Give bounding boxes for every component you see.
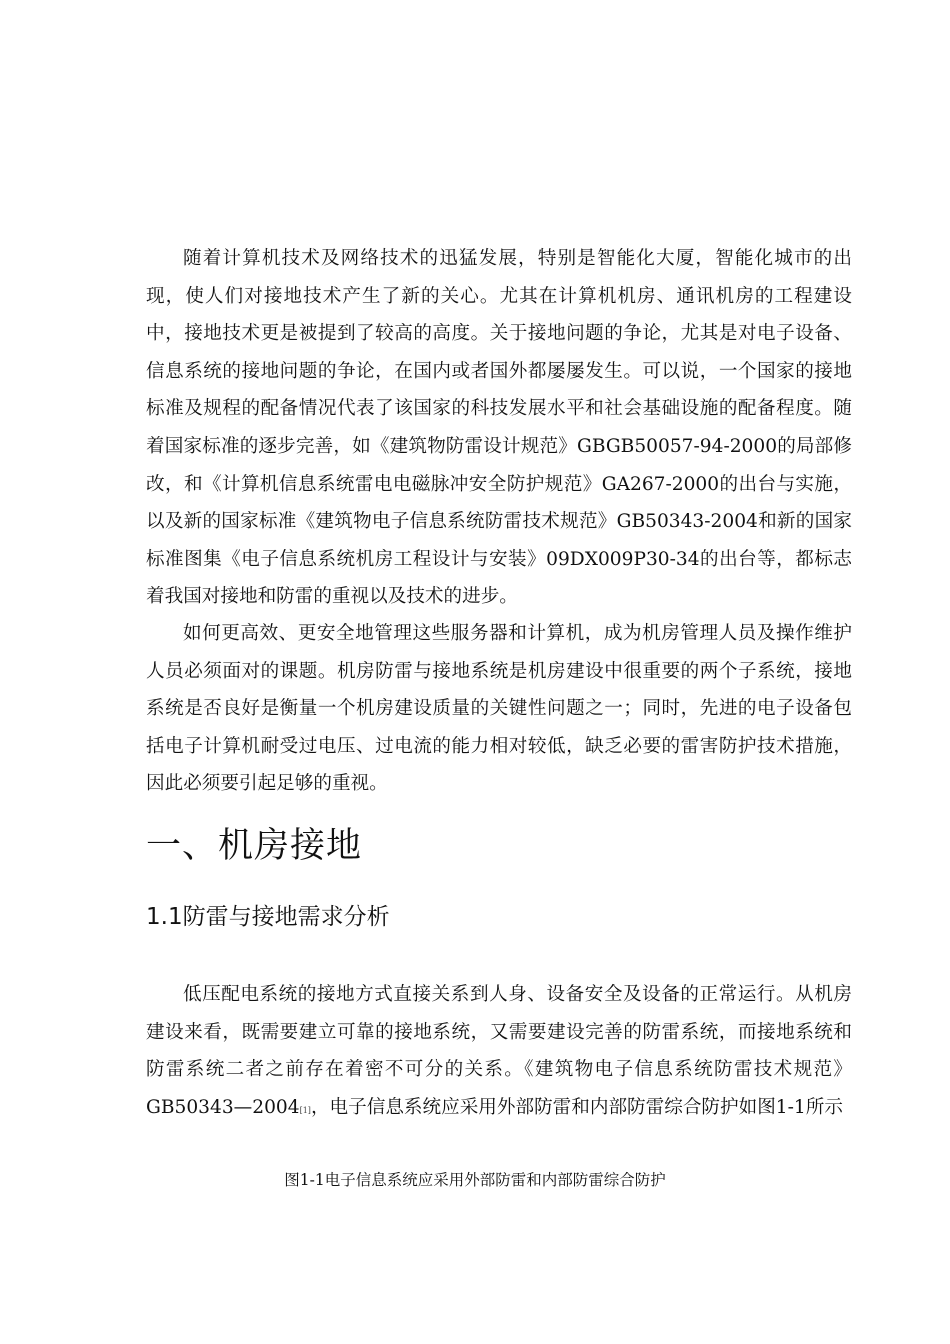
requirements-paragraph [146, 976, 852, 1129]
figure-caption: 图1-1电子信息系统应采用外部防雷和内部防雷综合防护 [284, 1171, 666, 1189]
requirements-text-end: ，电子信息系统应采用外部防雷和内部防雷综合防护如图1-1所示 [310, 1096, 843, 1118]
section-heading: 一、机房接地 [146, 826, 363, 866]
reference-marker[interactable]: [1] [299, 1105, 311, 1115]
intro-paragraph: 随着计算机技术及网络技术的迅猛发展，特别是智能化大厦，智能化城市的出现，使人们对接地技术产生了新的关心。尤其在计算机机房、通讯机房的工程建设中，接地技术更是被提到了较高的高度。关于接地问题的争论，尤其是对电子设备、信息系统的接地问题的争论，在国内或者国外都屡屡发生。可以说，一个国家的接地标准及规程的配备情况代表了该国家的科技发展水平和社会基础设施的配备程度。随着国家标准的逐步完善，如《建筑物防雷设计规范》GBGB50057-94-2000的局部修改，和《计算机信息系统雷电电磁脉冲安全防护规范》GA267-2000的出台与实施，以及新的国家标准《建筑物电子信息系统防雷技术规范》GB50343-2004和新的国家标准图集《电子信息系统机房工程设计与安装》09DX009P30-34的出台等，都标志着我国对接地和防雷的重视以及技术的进步。 [146, 248, 852, 608]
subsection-heading: 1.1防雷与接地需求分析 [146, 904, 390, 930]
management-paragraph: 如何更高效、更安全地管理这些服务器和计算机，成为机房管理人员及操作维护人员必须面对的课题。机房防雷与接地系统是机房建设中很重要的两个子系统，接地系统是否良好是衡量一个机房建设质量的关键性问题之一；同时，先进的电子设备包括电子计算机耐受过电压、过电流的能力相对较低，缺乏必要的雷害防护技术措施，因此必须要引起足够的重视。 [146, 623, 852, 795]
requirements-text-start: 低压配电系统的接地方式直接关系到人身、设备安全及设备的正常运行。从机房建设来看，既需要建立可靠的接地系统，又需要建设完善的防雷系统，而接地系统和防雷系统二者之前存在着密不可分的关系。《建筑物电子信息系统防雷技术规范》GB50343—2004 [146, 984, 852, 1118]
